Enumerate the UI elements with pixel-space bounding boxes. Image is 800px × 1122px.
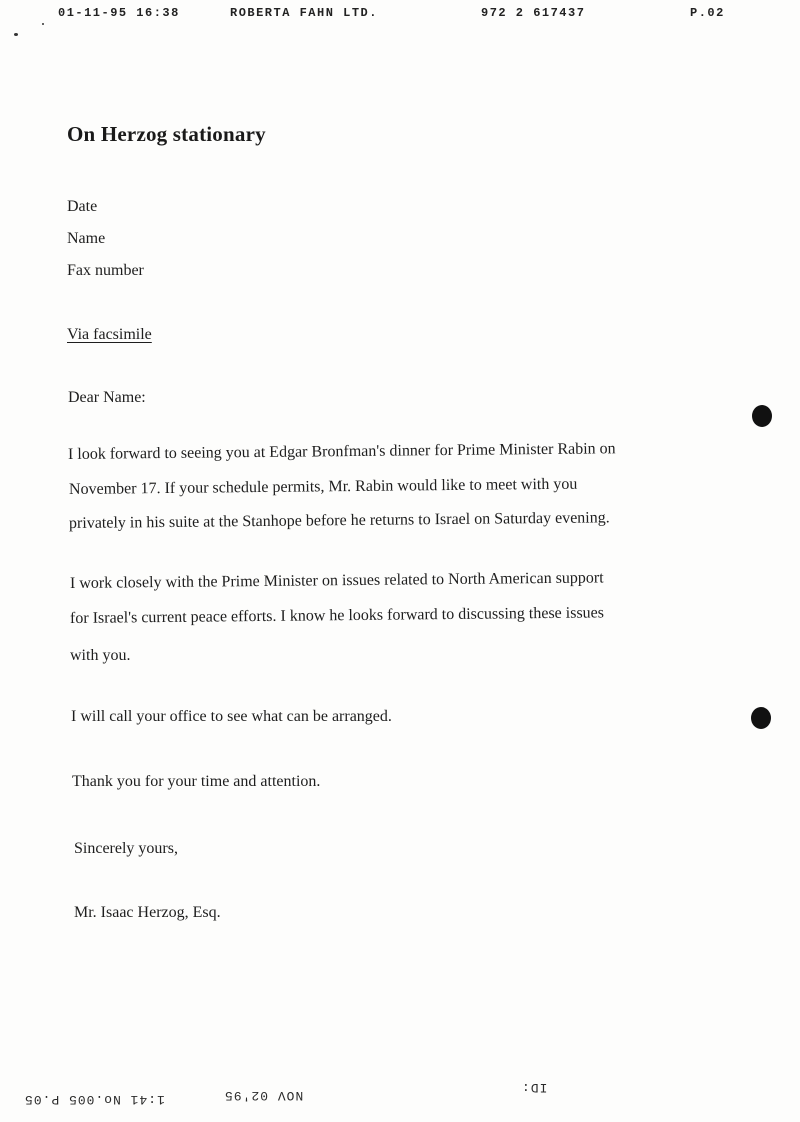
salutation: Dear Name: <box>68 389 146 406</box>
fax-footer-upside-down <box>0 1080 800 1120</box>
fax-footer-date: NOV 02'95 <box>224 1088 304 1103</box>
scan-speck <box>14 33 18 36</box>
fax-footer-id: ID: <box>521 1080 548 1095</box>
punch-hole-mark <box>752 405 772 427</box>
punch-hole-mark <box>751 707 771 729</box>
closing: Sincerely yours, <box>74 840 178 857</box>
delivery-method: Via facsimile <box>67 326 152 343</box>
paragraph-3: I will call your office to see what can be arranged. <box>71 708 392 725</box>
paragraph-2-line: with you. <box>70 647 131 664</box>
paragraph-2-line: I work closely with the Prime Minister on issues related to North American support <box>69 569 604 592</box>
paragraph-1-line: I look forward to seeing you at Edgar Bronfman's dinner for Prime Minister Rabin on <box>67 440 616 463</box>
signature-name: Mr. Isaac Herzog, Esq. <box>74 904 221 921</box>
letter-title: On Herzog stationary <box>67 122 266 146</box>
fax-header-datetime: 01-11-95 16:38 <box>58 6 180 20</box>
thanks-line: Thank you for your time and attention. <box>72 773 321 790</box>
paragraph-1-line: November 17. If your schedule permits, Mr. Rabin would like to meet with you <box>68 475 578 498</box>
paragraph-2-line: for Israel's current peace efforts. I know he looks forward to discussing these issues <box>69 604 605 627</box>
field-fax-number: Fax number <box>67 262 144 279</box>
fax-header-sender: ROBERTA FAHN LTD. <box>230 6 378 20</box>
field-name: Name <box>67 230 106 247</box>
fax-transmission-header <box>0 6 800 22</box>
fax-header-page: P.02 <box>690 6 725 20</box>
scan-speck <box>42 23 44 25</box>
paragraph-1-line: privately in his suite at the Stanhope before he returns to Israel on Saturday evening. <box>68 509 610 532</box>
field-date: Date <box>67 198 98 215</box>
fax-footer-time-page: 1:41 No.005 P.05 <box>24 1092 165 1107</box>
fax-header-phone: 972 2 617437 <box>481 6 586 20</box>
